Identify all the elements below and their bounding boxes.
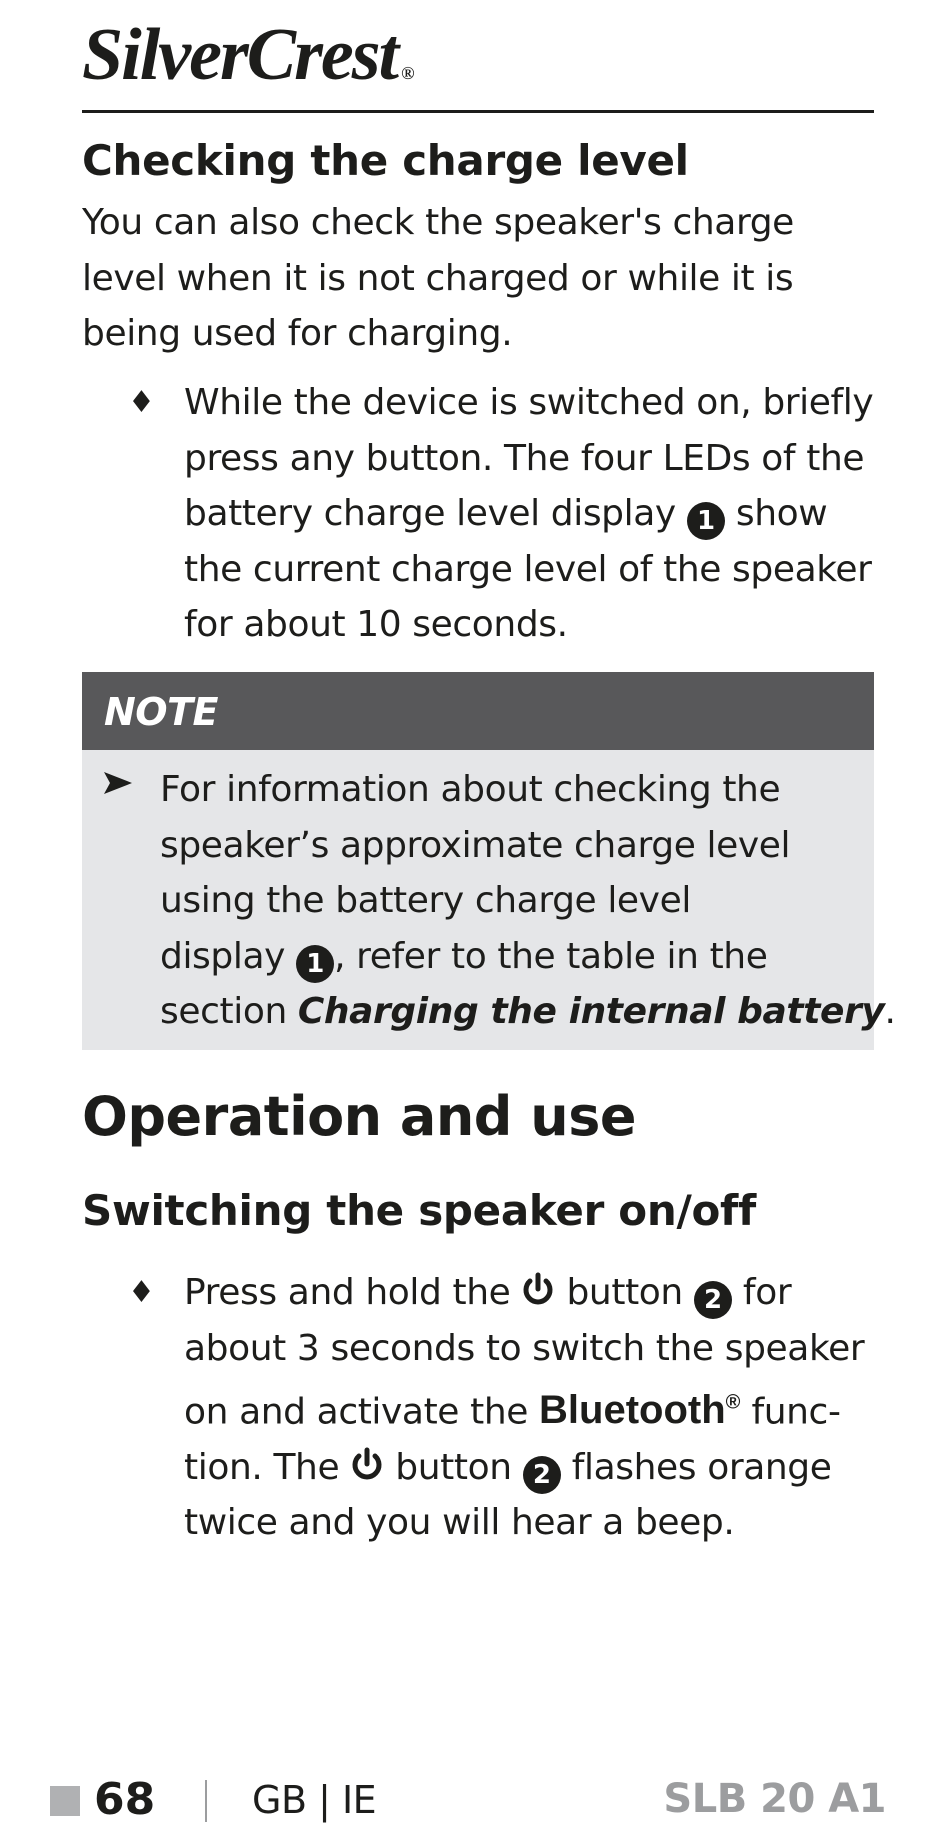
text-line: for about 10 seconds. — [184, 604, 568, 645]
power-icon — [350, 1447, 384, 1483]
power-instruction: Press and hold the button 2 for about 3 seconds to switch the speaker on and activate the Bluetooth® func- tion. The button 2 flashes orange twice and you will hear a beep. — [184, 1265, 884, 1551]
text-line: level when it is not charged or while it is — [82, 257, 794, 299]
heading-checking-charge-level: Checking the charge level — [82, 136, 689, 185]
header-rule — [82, 110, 874, 113]
callout-number-2: 2 — [523, 1456, 561, 1494]
callout-number-2: 2 — [694, 1281, 732, 1319]
text-line: speaker’s approximate charge level — [160, 824, 791, 866]
text-line: You can also check the speaker's charge — [82, 202, 794, 243]
text-line: twice and you will hear a beep. — [184, 1502, 735, 1544]
text-line: being used for charging. — [82, 313, 513, 354]
page-number: 68 — [94, 1774, 156, 1825]
page-marker-square — [50, 1786, 80, 1816]
heading-switching-speaker: Switching the speaker on/off — [82, 1186, 756, 1235]
text-line: For information about checking the — [160, 769, 781, 810]
text-line: While the device is switched on, briefly — [184, 382, 874, 423]
bluetooth-wordmark: Bluetooth® — [539, 1388, 741, 1433]
note-header — [82, 672, 874, 750]
registered-mark: ® — [401, 63, 413, 83]
arrow-bullet-icon — [104, 772, 132, 794]
text-line: the current charge level of the speaker — [184, 548, 872, 590]
text-line: using the battery charge level — [160, 880, 691, 921]
page-footer — [0, 1770, 950, 1830]
charge-check-instruction: While the device is switched on, briefly press any button. The four LEDs of the battery charge level display 1 show the current charge level of the speaker for about 10 seconds. — [184, 375, 884, 653]
diamond-bullet-icon: ♦ — [128, 1275, 155, 1310]
brand-logo — [82, 10, 413, 100]
power-icon — [521, 1272, 555, 1308]
brand-name: SilverCrest — [82, 14, 398, 96]
footer-divider — [205, 1780, 207, 1822]
callout-number-1: 1 — [687, 502, 725, 540]
heading-operation-and-use: Operation and use — [82, 1085, 636, 1148]
note-text: For information about checking the speaker’s approximate charge level using the battery charge level display 1 , refer to the table in the section Charging the internal battery. — [160, 762, 860, 1040]
model-number: SLB 20 A1 — [663, 1776, 886, 1822]
section-reference: Charging the internal battery — [297, 991, 885, 1032]
diamond-bullet-icon: ♦ — [128, 385, 155, 420]
text-line: about 3 seconds to switch the speaker — [184, 1327, 865, 1369]
note-title: NOTE — [104, 690, 218, 734]
language-codes: GB | IE — [252, 1778, 377, 1822]
callout-number-1: 1 — [296, 945, 334, 983]
intro-paragraph — [82, 195, 882, 362]
text-line: press any button. The four LEDs of the — [184, 437, 865, 479]
